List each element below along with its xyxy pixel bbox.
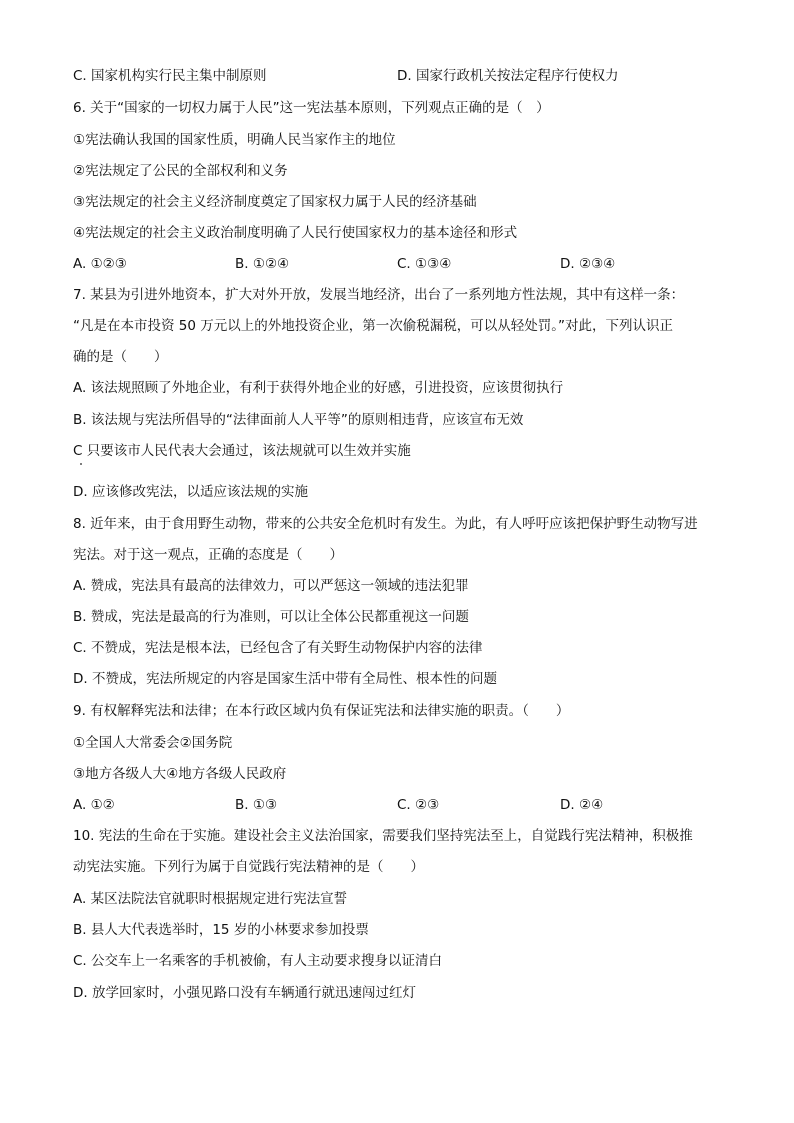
q8-stem-line-1: 8. 近年来，由于食用野生动物，带来的公共安全危机时有发生。为此，有人呼吁应该把保护野生动物写进 xyxy=(73,516,698,532)
q10-option-c: C. 公交车上一名乘客的手机被偷，有人主动要求搜身以证清白 xyxy=(73,953,443,969)
q6-item-4: ④宪法规定的社会主义政治制度明确了人民行使国家权力的基本途径和形式 xyxy=(73,225,518,241)
q9-options-row xyxy=(73,796,733,814)
q9-option-a: A. ①② xyxy=(73,797,115,813)
q6-item-3: ③宪法规定的社会主义经济制度奠定了国家权力属于人民的经济基础 xyxy=(73,194,477,210)
q8-option-d: D. 不赞成，宪法所规定的内容是国家生活中带有全局性、根本性的问题 xyxy=(73,671,497,687)
q9-item-1: ①全国人大常委会②国务院 xyxy=(73,735,233,751)
q7-stem-line-3: 确的是（ ） xyxy=(73,349,168,365)
q6-stem: 6. 关于“国家的一切权力属于人民”这一宪法基本原则，下列观点正确的是（ ） xyxy=(73,100,550,116)
q7-option-d: D. 应该修改宪法，以适应该法规的实施 xyxy=(73,484,308,500)
q7-option-a: A. 该法规照顾了外地企业，有利于获得外地企业的好感，引进投资，应该贯彻执行 xyxy=(73,380,564,396)
q9-option-b: B. ①③ xyxy=(235,797,278,813)
q7-option-b: B. 该法规与宪法所倡导的“法律面前人人平等”的原则相违背，应该宣布无效 xyxy=(73,412,524,428)
q9-option-d: D. ②④ xyxy=(560,797,604,813)
q7-option-c: C 只要该市人民代表大会通过，该法规就可以生效并实施 xyxy=(73,443,411,459)
q6-option-b: B. ①②④ xyxy=(235,256,290,272)
q6-option-c: C. ①③④ xyxy=(397,256,452,272)
q5-option-c: C. 国家机构实行民主集中制原则 xyxy=(73,68,267,84)
q9-item-2: ③地方各级人大④地方各级人民政府 xyxy=(73,766,287,782)
q10-option-d: D. 放学回家时，小强见路口没有车辆通行就迅速闯过红灯 xyxy=(73,985,416,1001)
q9-option-c: C. ②③ xyxy=(397,797,440,813)
q10-option-b: B. 县人大代表选举时，15 岁的小林要求参加投票 xyxy=(73,922,369,938)
q9-stem: 9. 有权解释宪法和法律；在本行政区域内负有保证宪法和法律实施的职责。（ ） xyxy=(73,703,570,719)
q10-option-a: A. 某区法院法官就职时根据规定进行宪法宣誓 xyxy=(73,891,348,907)
q6-option-a: A. ①②③ xyxy=(73,256,127,272)
q6-option-d: D. ②③④ xyxy=(560,256,616,272)
q8-stem-line-2: 宪法。对于这一观点，正确的态度是（ ） xyxy=(73,547,343,563)
stray-dot-mark xyxy=(80,463,82,465)
q5-option-d: D. 国家行政机关按法定程序行使权力 xyxy=(397,68,619,84)
q5-options-row xyxy=(73,67,733,85)
q8-option-b: B. 赞成，宪法是最高的行为准则，可以让全体公民都重视这一问题 xyxy=(73,609,469,625)
q10-stem-line-2: 动宪法实施。下列行为属于自觉践行宪法精神的是（ ） xyxy=(73,859,424,875)
q6-options-row xyxy=(73,255,733,273)
q10-stem-line-1: 10. 宪法的生命在于实施。建设社会主义法治国家，需要我们坚持宪法至上，自觉践行宪法精神，积极推 xyxy=(73,828,693,844)
q6-item-1: ①宪法确认我国的国家性质，明确人民当家作主的地位 xyxy=(73,132,396,148)
q8-option-a: A. 赞成，宪法具有最高的法律效力，可以严惩这一领域的违法犯罪 xyxy=(73,578,469,594)
q7-stem-line-2: “凡是在本市投资 50 万元以上的外地投资企业，第一次偷税漏税，可以从轻处罚。”对此，下列认识正 xyxy=(73,318,673,334)
q7-stem-line-1: 7. 某县为引进外地资本，扩大对外开放，发展当地经济，出台了一系列地方性法规，其中有这样一条： xyxy=(73,287,685,303)
q6-item-2: ②宪法规定了公民的全部权利和义务 xyxy=(73,163,288,179)
q8-option-c: C. 不赞成，宪法是根本法，已经包含了有关野生动物保护内容的法律 xyxy=(73,640,483,656)
